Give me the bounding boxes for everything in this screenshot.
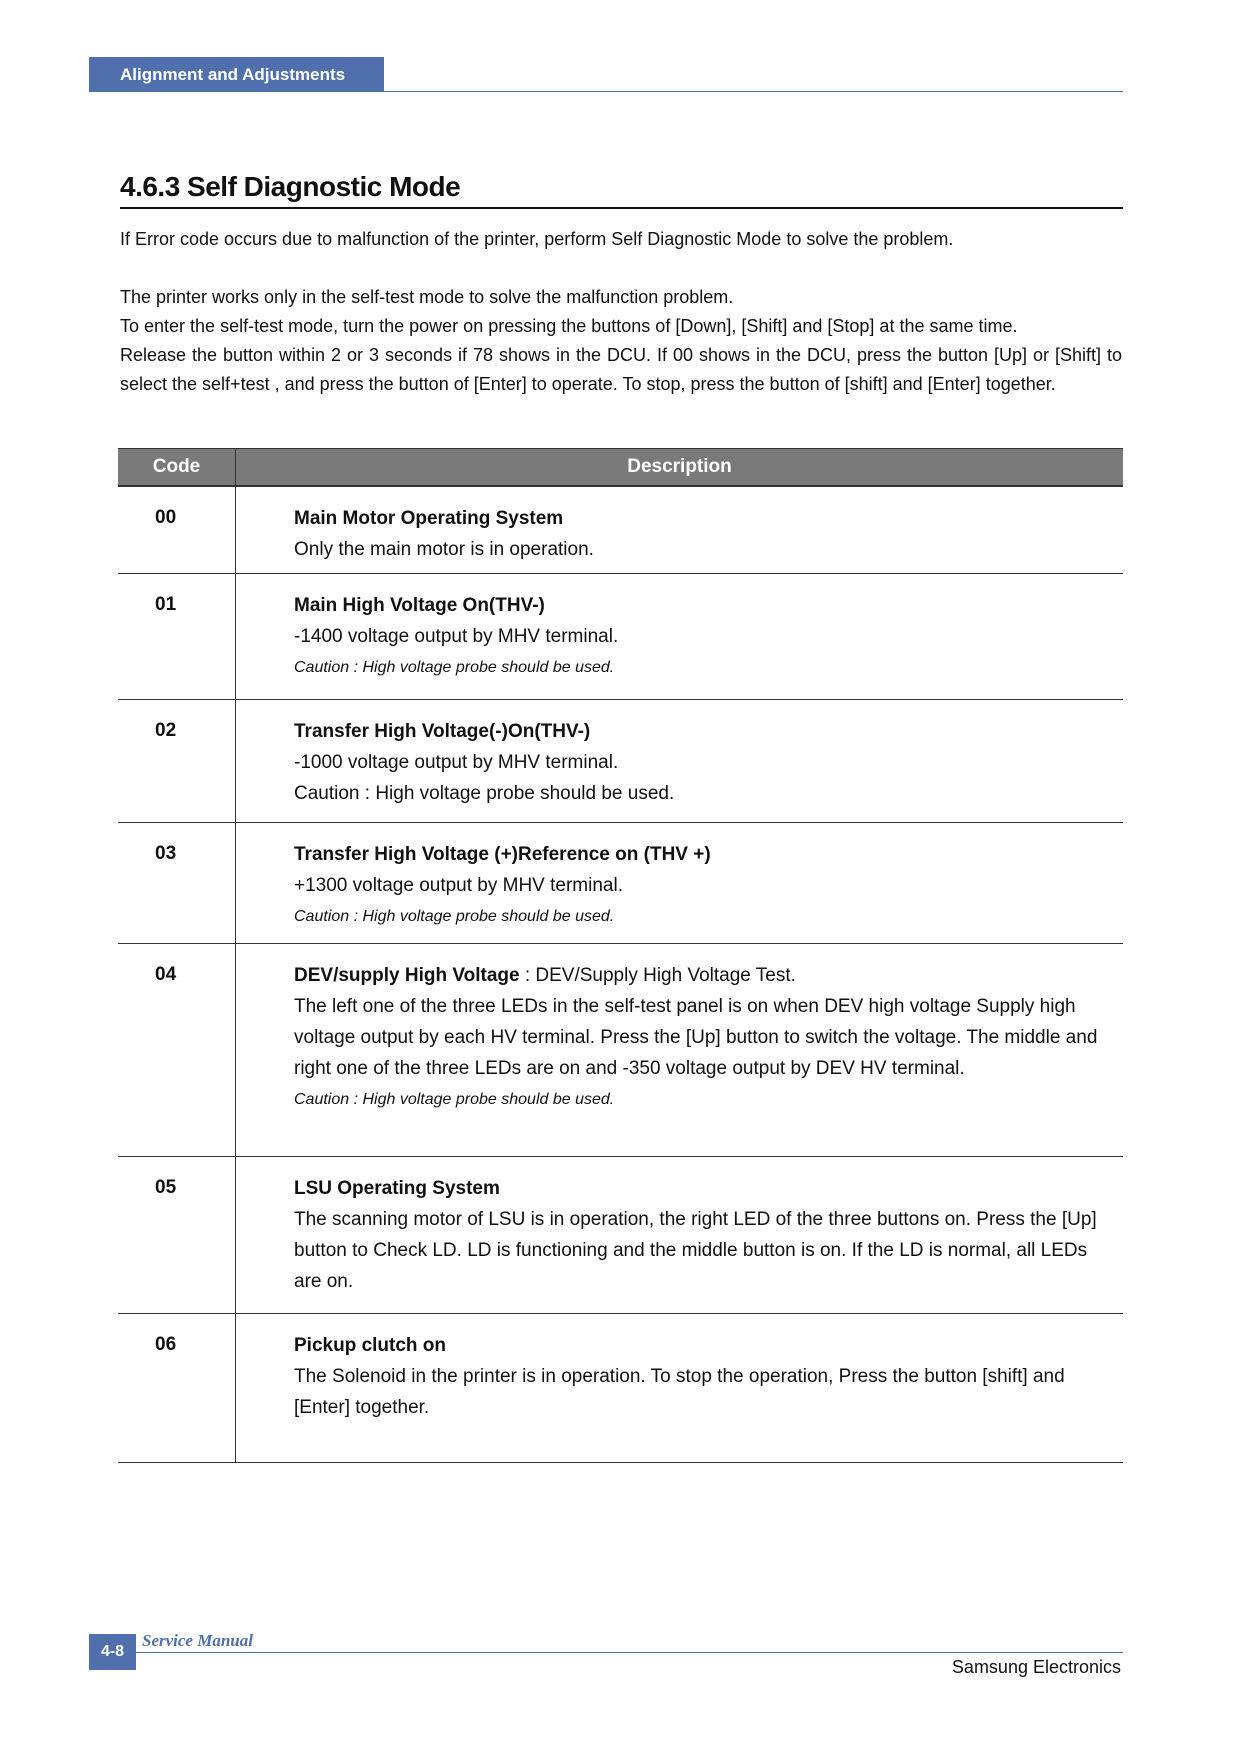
table-row: [118, 1314, 1123, 1463]
row-title-suffix: : DEV/Supply High Voltage Test.: [519, 965, 796, 986]
row-text: The left one of the three LEDs in the self-test panel is on when DEV high voltage Supply high voltage output by each HV terminal. Press the [Up] button to switch the voltage. The middle and right one of the three LEDs are on and -350 voltage output by DEV HV terminal.: [294, 996, 1098, 1079]
row-description: [236, 1314, 1123, 1462]
footer-rule: [136, 1652, 1123, 1653]
row-caution: Caution : High voltage probe should be used.: [294, 1091, 615, 1108]
row-title: DEV/supply High Voltage: [294, 965, 520, 986]
row-description: [236, 700, 1123, 822]
diagnostic-code-table: [118, 448, 1123, 1463]
row-title: Transfer High Voltage(-)On(THV-): [294, 721, 591, 742]
row-text: Only the main motor is in operation.: [294, 539, 594, 560]
row-text: -1000 voltage output by MHV terminal.: [294, 752, 619, 773]
row-description: [236, 944, 1123, 1156]
instructions-paragraph: [120, 283, 1122, 399]
footer-company: Samsung Electronics: [951, 1657, 1121, 1677]
row-description: [236, 487, 1123, 573]
row-text: -1400 voltage output by MHV terminal.: [294, 626, 619, 647]
header-code: Code: [118, 449, 236, 485]
row-title: Main High Voltage On(THV-): [294, 595, 545, 616]
header-rule: [89, 91, 1123, 92]
row-title: Pickup clutch on: [294, 1335, 447, 1356]
intro-paragraph: If Error code occurs due to malfunction of the printer, perform Self Diagnostic Mode to solve the problem.: [120, 229, 954, 249]
row-code: 05: [118, 1157, 236, 1313]
row-text: The Solenoid in the printer is in operation. To stop the operation, Press the button [shift] and [Enter] together.: [294, 1366, 1065, 1418]
row-title: LSU Operating System: [294, 1178, 500, 1199]
row-text: The scanning motor of LSU is in operation, the right LED of the three buttons on. Press the [Up] button to Check LD. LD is functioning and the middle button is on. If the LD is normal, all LEDs are on.: [294, 1209, 1097, 1292]
row-title: Main Motor Operating System: [294, 508, 564, 529]
instructions-line-3: Release the button within 2 or 3 seconds if 78 shows in the DCU. If 00 shows in the DCU, press the button [Up] or [Shift] to select the self+test , and press the button of [Enter] to operate. To stop, press the button of [shift] and [Enter] together.: [120, 345, 1122, 394]
instructions-line-1: The printer works only in the self-test mode to solve the malfunction problem.: [120, 287, 734, 307]
row-code: 02: [118, 700, 236, 822]
table-row: [118, 700, 1123, 823]
table-row: [118, 944, 1123, 1157]
row-description: [236, 1157, 1123, 1313]
row-title: Transfer High Voltage (+)Reference on (THV +): [294, 844, 711, 865]
table-row: [118, 1157, 1123, 1314]
row-code: 03: [118, 823, 236, 943]
row-code: 06: [118, 1314, 236, 1462]
header-section-tab: Alignment and Adjustments: [89, 57, 384, 92]
row-caution: Caution : High voltage probe should be used.: [294, 783, 675, 804]
row-description: [236, 574, 1123, 699]
row-code: 04: [118, 944, 236, 1156]
row-caution: Caution : High voltage probe should be used.: [294, 908, 615, 925]
row-code: 00: [118, 487, 236, 573]
row-text: +1300 voltage output by MHV terminal.: [294, 875, 623, 896]
table-row: [118, 574, 1123, 700]
footer-manual-label: Service Manual: [142, 1631, 253, 1650]
row-caution: Caution : High voltage probe should be used.: [294, 659, 615, 676]
table-header: [118, 448, 1123, 487]
row-description: [236, 823, 1123, 943]
page-number: 4-8: [89, 1634, 136, 1670]
table-row: [118, 823, 1123, 944]
section-title: 4.6.3 Self Diagnostic Mode: [120, 170, 1123, 209]
row-title-line: [294, 960, 1117, 991]
table-row: [118, 487, 1123, 574]
row-code: 01: [118, 574, 236, 699]
header-description: Description: [627, 456, 732, 477]
instructions-line-2: To enter the self-test mode, turn the power on pressing the buttons of [Down], [Shift] and [Stop] at the same time.: [120, 316, 1018, 336]
